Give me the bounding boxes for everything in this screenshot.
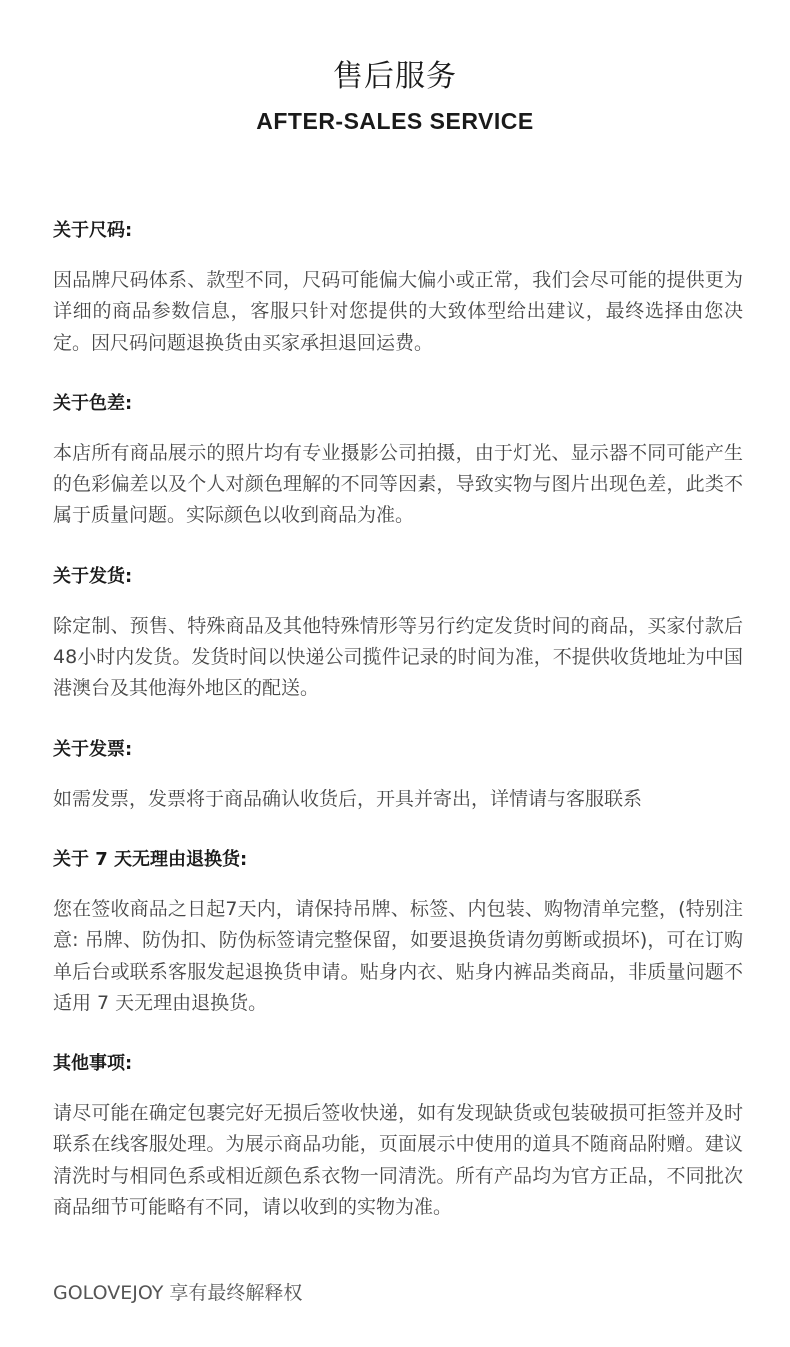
section-shipping (53, 560, 743, 705)
section-body: 如需发票，发票将于商品确认收货后，开具并寄出，详情请与客服联系 (53, 787, 643, 810)
section-heading: 关于发票: (53, 738, 133, 760)
page-title-chinese: 售后服务 (333, 59, 457, 94)
section-heading: 关于色差: (53, 392, 133, 414)
section-heading: 关于尺码: (53, 220, 133, 241)
section-heading: 关于发货: (53, 565, 133, 587)
section-body: 本店所有商品展示的照片均有专业摄影公司拍摄，由于灯光、显示器不同可能产生的色彩偏差以及个人对颜色理解的不同等因素，导致实物与图片出现色差，此类不属于质量问题。实际颜色以收到商品为准。 (53, 441, 743, 527)
section-body: 除定制、预售、特殊商品及其他特殊情形等另行约定发货时间的商品，买家付款后48小时内发货。发货时间以快递公司揽件记录的时间为准，不提供收货地址为中国港澳台及其他海外地区的配送。 (53, 614, 743, 700)
section-invoice (53, 733, 743, 815)
policy-content (53, 214, 743, 1251)
page-title-english: AFTER-SALES SERVICE (256, 108, 534, 134)
page-header (0, 0, 790, 136)
section-heading: 关于 7 天无理由退换货: (53, 848, 248, 870)
section-other-matters (53, 1047, 743, 1223)
section-body: 请尽可能在确定包裹完好无损后签收快递，如有发现缺货或包装破损可拒签并及时联系在线客服处理。为展示商品功能，页面展示中使用的道具不随商品附赠。建议清洗时与相同色系或相近颜色系衣物一同清洗。所有产品均为官方正品，不同批次商品细节可能略有不同，请以收到的实物为准。 (53, 1102, 743, 1219)
section-7-day-return (53, 843, 743, 1019)
section-color-difference (53, 387, 743, 532)
footer-disclaimer: GOLOVEJOY 享有最终解释权 (53, 1282, 303, 1304)
section-body: 您在签收商品之日起7天内，请保持吊牌、标签、内包装、购物清单完整，(特别注意: 吊牌、防伪扣、防伪标签请完整保留，如要退换货请勿剪断或损坏)，可在订购单后台或联系客服发起退换货申请。贴身内衣、贴身内裤品类商品，非质量问题不适用 7 天无理由退换货。 (53, 897, 743, 1014)
section-body: 因品牌尺码体系、款型不同，尺码可能偏大偏小或正常，我们会尽可能的提供更为详细的商品参数信息，客服只针对您提供的大致体型给出建议，最终选择由您决定。因尺码问题退换货由买家承担退回运费。 (53, 269, 743, 354)
section-heading: 其他事项: (53, 1053, 133, 1075)
section-size (53, 214, 743, 359)
